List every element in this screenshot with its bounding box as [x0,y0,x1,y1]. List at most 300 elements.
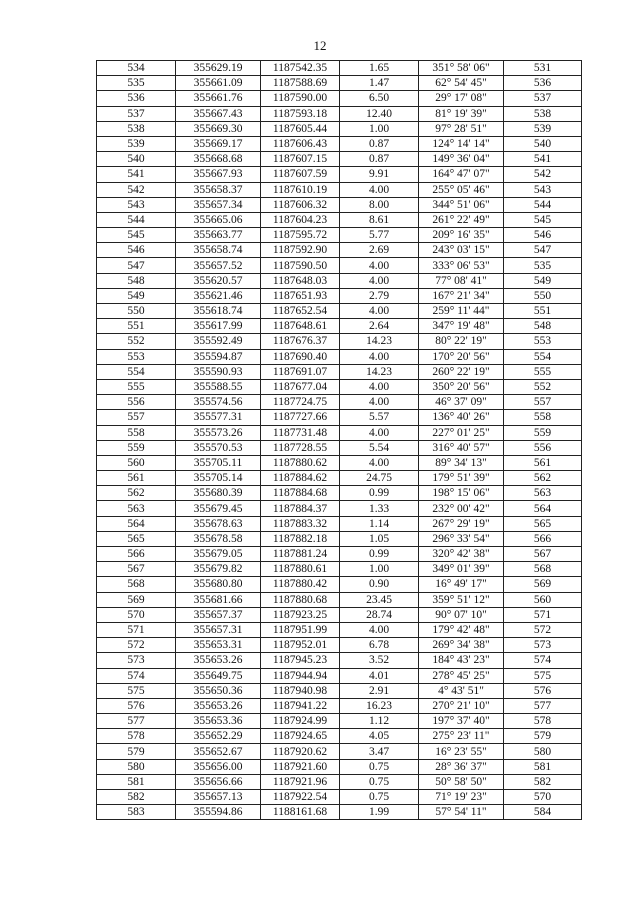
bearing-cell: 179° 42' 48" [419,622,504,637]
bearing-cell: 90° 07' 10" [419,607,504,622]
point-number-cell: 567 [97,562,176,577]
table-row [97,76,582,91]
point-number-cell: 569 [97,592,176,607]
point-number-cell: 554 [97,364,176,379]
y-coordinate-cell: 1187884.68 [261,486,340,501]
distance-cell: 4.01 [340,668,419,683]
y-coordinate-cell: 1187652.54 [261,304,340,319]
table-row [97,562,582,577]
y-coordinate-cell: 1187941.22 [261,698,340,713]
distance-cell: 8.61 [340,212,419,227]
next-point-cell: 559 [504,425,582,440]
next-point-cell: 572 [504,622,582,637]
distance-cell: 14.23 [340,334,419,349]
table-row [97,486,582,501]
bearing-cell: 16° 23' 55" [419,744,504,759]
bearing-cell: 197° 37' 40" [419,714,504,729]
next-point-cell: 566 [504,531,582,546]
x-coordinate-cell: 355594.86 [176,805,261,820]
table-row [97,774,582,789]
table-row [97,471,582,486]
distance-cell: 0.75 [340,759,419,774]
y-coordinate-cell: 1187921.96 [261,774,340,789]
distance-cell: 1.65 [340,61,419,76]
x-coordinate-cell: 355570.53 [176,440,261,455]
point-number-cell: 579 [97,744,176,759]
next-point-cell: 542 [504,167,582,182]
y-coordinate-cell: 1187648.03 [261,273,340,288]
point-number-cell: 572 [97,638,176,653]
table-row [97,531,582,546]
distance-cell: 8.00 [340,197,419,212]
y-coordinate-cell: 1187677.04 [261,379,340,394]
x-coordinate-cell: 355653.31 [176,638,261,653]
point-number-cell: 573 [97,653,176,668]
x-coordinate-cell: 355652.67 [176,744,261,759]
point-number-cell: 553 [97,349,176,364]
y-coordinate-cell: 1187881.24 [261,547,340,562]
y-coordinate-cell: 1187588.69 [261,76,340,91]
bearing-cell: 97° 28' 51" [419,121,504,136]
next-point-cell: 562 [504,471,582,486]
next-point-cell: 555 [504,364,582,379]
y-coordinate-cell: 1187884.62 [261,471,340,486]
distance-cell: 6.78 [340,638,419,653]
x-coordinate-cell: 355669.17 [176,136,261,151]
table-row [97,212,582,227]
x-coordinate-cell: 355594.87 [176,349,261,364]
y-coordinate-cell: 1187940.98 [261,683,340,698]
y-coordinate-cell: 1187922.54 [261,790,340,805]
next-point-cell: 568 [504,562,582,577]
y-coordinate-cell: 1187610.19 [261,182,340,197]
distance-cell: 24.75 [340,471,419,486]
y-coordinate-cell: 1187728.55 [261,440,340,455]
distance-cell: 0.75 [340,774,419,789]
x-coordinate-cell: 355629.19 [176,61,261,76]
next-point-cell: 546 [504,228,582,243]
x-coordinate-cell: 355681.66 [176,592,261,607]
y-coordinate-cell: 1187595.72 [261,228,340,243]
table-row [97,729,582,744]
point-number-cell: 574 [97,668,176,683]
distance-cell: 1.99 [340,805,419,820]
next-point-cell: 550 [504,288,582,303]
table-row [97,410,582,425]
y-coordinate-cell: 1187593.18 [261,106,340,121]
bearing-cell: 136° 40' 26" [419,410,504,425]
point-number-cell: 559 [97,440,176,455]
point-number-cell: 564 [97,516,176,531]
table-row [97,121,582,136]
y-coordinate-cell: 1187607.15 [261,152,340,167]
bearing-cell: 29° 17' 08" [419,91,504,106]
next-point-cell: 582 [504,774,582,789]
x-coordinate-cell: 355680.39 [176,486,261,501]
table-row [97,790,582,805]
point-number-cell: 534 [97,61,176,76]
bearing-cell: 259° 11' 44" [419,304,504,319]
bearing-cell: 81° 19' 39" [419,106,504,121]
next-point-cell: 535 [504,258,582,273]
point-number-cell: 543 [97,197,176,212]
next-point-cell: 564 [504,501,582,516]
table-row [97,592,582,607]
point-number-cell: 555 [97,379,176,394]
distance-cell: 1.00 [340,562,419,577]
next-point-cell: 580 [504,744,582,759]
x-coordinate-cell: 355678.58 [176,531,261,546]
table-row [97,638,582,653]
point-number-cell: 583 [97,805,176,820]
table-row [97,197,582,212]
x-coordinate-cell: 355657.31 [176,622,261,637]
x-coordinate-cell: 355577.31 [176,410,261,425]
x-coordinate-cell: 355661.09 [176,76,261,91]
bearing-cell: 243° 03' 15" [419,243,504,258]
table-row [97,61,582,76]
bearing-cell: 269° 34' 38" [419,638,504,653]
next-point-cell: 537 [504,91,582,106]
point-number-cell: 547 [97,258,176,273]
point-number-cell: 563 [97,501,176,516]
next-point-cell: 553 [504,334,582,349]
bearing-cell: 57° 54' 11" [419,805,504,820]
x-coordinate-cell: 355574.56 [176,395,261,410]
bearing-cell: 184° 43' 23" [419,653,504,668]
point-number-cell: 549 [97,288,176,303]
bearing-cell: 316° 40' 57" [419,440,504,455]
x-coordinate-cell: 355653.26 [176,698,261,713]
table-body [97,61,582,820]
distance-cell: 5.57 [340,410,419,425]
bearing-cell: 170° 20' 56" [419,349,504,364]
y-coordinate-cell: 1187590.00 [261,91,340,106]
bearing-cell: 80° 22' 19" [419,334,504,349]
next-point-cell: 548 [504,319,582,334]
point-number-cell: 545 [97,228,176,243]
distance-cell: 2.91 [340,683,419,698]
bearing-cell: 351° 58' 06" [419,61,504,76]
table-row [97,622,582,637]
next-point-cell: 565 [504,516,582,531]
distance-cell: 0.90 [340,577,419,592]
distance-cell: 1.33 [340,501,419,516]
bearing-cell: 320° 42' 38" [419,547,504,562]
next-point-cell: 538 [504,106,582,121]
distance-cell: 2.69 [340,243,419,258]
next-point-cell: 544 [504,197,582,212]
bearing-cell: 333° 06' 53" [419,258,504,273]
next-point-cell: 551 [504,304,582,319]
x-coordinate-cell: 355649.75 [176,668,261,683]
distance-cell: 4.00 [340,622,419,637]
table-row [97,653,582,668]
x-coordinate-cell: 355678.63 [176,516,261,531]
next-point-cell: 557 [504,395,582,410]
distance-cell: 4.00 [340,304,419,319]
point-number-cell: 550 [97,304,176,319]
table-row [97,304,582,319]
x-coordinate-cell: 355668.68 [176,152,261,167]
point-number-cell: 571 [97,622,176,637]
bearing-cell: 179° 51' 39" [419,471,504,486]
next-point-cell: 531 [504,61,582,76]
next-point-cell: 549 [504,273,582,288]
bearing-cell: 267° 29' 19" [419,516,504,531]
x-coordinate-cell: 355663.77 [176,228,261,243]
distance-cell: 9.91 [340,167,419,182]
table-row [97,258,582,273]
distance-cell: 23.45 [340,592,419,607]
bearing-cell: 255° 05' 46" [419,182,504,197]
y-coordinate-cell: 1187923.25 [261,607,340,622]
bearing-cell: 232° 00' 42" [419,501,504,516]
bearing-cell: 89° 34' 13" [419,455,504,470]
x-coordinate-cell: 355679.82 [176,562,261,577]
y-coordinate-cell: 1187651.93 [261,288,340,303]
x-coordinate-cell: 355679.45 [176,501,261,516]
y-coordinate-cell: 1188161.68 [261,805,340,820]
next-point-cell: 570 [504,790,582,805]
distance-cell: 14.23 [340,364,419,379]
point-number-cell: 538 [97,121,176,136]
bearing-cell: 62° 54' 45" [419,76,504,91]
point-number-cell: 535 [97,76,176,91]
bearing-cell: 275° 23' 11" [419,729,504,744]
y-coordinate-cell: 1187691.07 [261,364,340,379]
next-point-cell: 554 [504,349,582,364]
table-row [97,683,582,698]
point-number-cell: 580 [97,759,176,774]
point-number-cell: 575 [97,683,176,698]
table-row [97,395,582,410]
table-row [97,607,582,622]
bearing-cell: 50° 58' 50" [419,774,504,789]
x-coordinate-cell: 355669.30 [176,121,261,136]
y-coordinate-cell: 1187880.62 [261,455,340,470]
y-coordinate-cell: 1187920.62 [261,744,340,759]
distance-cell: 1.00 [340,121,419,136]
x-coordinate-cell: 355658.74 [176,243,261,258]
next-point-cell: 536 [504,76,582,91]
distance-cell: 4.05 [340,729,419,744]
y-coordinate-cell: 1187924.65 [261,729,340,744]
next-point-cell: 569 [504,577,582,592]
point-number-cell: 565 [97,531,176,546]
bearing-cell: 71° 19' 23" [419,790,504,805]
bearing-cell: 296° 33' 54" [419,531,504,546]
x-coordinate-cell: 355573.26 [176,425,261,440]
distance-cell: 2.79 [340,288,419,303]
table-row [97,547,582,562]
table-row [97,243,582,258]
bearing-cell: 261° 22' 49" [419,212,504,227]
x-coordinate-cell: 355661.76 [176,91,261,106]
distance-cell: 0.99 [340,486,419,501]
next-point-cell: 561 [504,455,582,470]
distance-cell: 3.52 [340,653,419,668]
y-coordinate-cell: 1187951.99 [261,622,340,637]
distance-cell: 0.75 [340,790,419,805]
bearing-cell: 4° 43' 51" [419,683,504,698]
next-point-cell: 579 [504,729,582,744]
x-coordinate-cell: 355657.52 [176,258,261,273]
table-row [97,577,582,592]
y-coordinate-cell: 1187724.75 [261,395,340,410]
point-number-cell: 544 [97,212,176,227]
table-row [97,379,582,394]
x-coordinate-cell: 355618.74 [176,304,261,319]
point-number-cell: 552 [97,334,176,349]
table-row [97,455,582,470]
bearing-cell: 167° 21' 34" [419,288,504,303]
table-row [97,668,582,683]
point-number-cell: 582 [97,790,176,805]
next-point-cell: 545 [504,212,582,227]
y-coordinate-cell: 1187592.90 [261,243,340,258]
bearing-cell: 149° 36' 04" [419,152,504,167]
point-number-cell: 576 [97,698,176,713]
table-row [97,106,582,121]
table-row [97,698,582,713]
distance-cell: 5.77 [340,228,419,243]
next-point-cell: 541 [504,152,582,167]
x-coordinate-cell: 355667.93 [176,167,261,182]
table-row [97,136,582,151]
x-coordinate-cell: 355620.57 [176,273,261,288]
next-point-cell: 584 [504,805,582,820]
bearing-cell: 350° 20' 56" [419,379,504,394]
x-coordinate-cell: 355705.11 [176,455,261,470]
point-number-cell: 558 [97,425,176,440]
bearing-cell: 209° 16' 35" [419,228,504,243]
x-coordinate-cell: 355679.05 [176,547,261,562]
x-coordinate-cell: 355657.34 [176,197,261,212]
point-number-cell: 561 [97,471,176,486]
point-number-cell: 556 [97,395,176,410]
y-coordinate-cell: 1187924.99 [261,714,340,729]
y-coordinate-cell: 1187607.59 [261,167,340,182]
x-coordinate-cell: 355667.43 [176,106,261,121]
table-row [97,425,582,440]
bearing-cell: 278° 45' 25" [419,668,504,683]
x-coordinate-cell: 355665.06 [176,212,261,227]
next-point-cell: 563 [504,486,582,501]
point-number-cell: 548 [97,273,176,288]
next-point-cell: 571 [504,607,582,622]
next-point-cell: 540 [504,136,582,151]
next-point-cell: 574 [504,653,582,668]
distance-cell: 5.54 [340,440,419,455]
y-coordinate-cell: 1187648.61 [261,319,340,334]
page-number: 12 [313,38,327,53]
point-number-cell: 542 [97,182,176,197]
point-number-cell: 551 [97,319,176,334]
y-coordinate-cell: 1187880.42 [261,577,340,592]
x-coordinate-cell: 355656.00 [176,759,261,774]
point-number-cell: 577 [97,714,176,729]
point-number-cell: 557 [97,410,176,425]
point-number-cell: 566 [97,547,176,562]
x-coordinate-cell: 355621.46 [176,288,261,303]
x-coordinate-cell: 355657.37 [176,607,261,622]
distance-cell: 4.00 [340,425,419,440]
point-number-cell: 570 [97,607,176,622]
distance-cell: 4.00 [340,379,419,394]
point-number-cell: 560 [97,455,176,470]
next-point-cell: 543 [504,182,582,197]
next-point-cell: 576 [504,683,582,698]
table-row [97,91,582,106]
y-coordinate-cell: 1187604.23 [261,212,340,227]
point-number-cell: 539 [97,136,176,151]
table-row [97,744,582,759]
distance-cell: 4.00 [340,273,419,288]
distance-cell: 6.50 [340,91,419,106]
x-coordinate-cell: 355705.14 [176,471,261,486]
y-coordinate-cell: 1187731.48 [261,425,340,440]
bearing-cell: 349° 01' 39" [419,562,504,577]
y-coordinate-cell: 1187880.61 [261,562,340,577]
x-coordinate-cell: 355590.93 [176,364,261,379]
distance-cell: 28.74 [340,607,419,622]
y-coordinate-cell: 1187921.60 [261,759,340,774]
x-coordinate-cell: 355592.49 [176,334,261,349]
y-coordinate-cell: 1187606.43 [261,136,340,151]
table-row [97,273,582,288]
next-point-cell: 547 [504,243,582,258]
x-coordinate-cell: 355588.55 [176,379,261,394]
y-coordinate-cell: 1187606.32 [261,197,340,212]
point-number-cell: 537 [97,106,176,121]
point-number-cell: 568 [97,577,176,592]
point-number-cell: 536 [97,91,176,106]
table-row [97,349,582,364]
distance-cell: 4.00 [340,349,419,364]
point-number-cell: 540 [97,152,176,167]
x-coordinate-cell: 355657.13 [176,790,261,805]
y-coordinate-cell: 1187605.44 [261,121,340,136]
point-number-cell: 578 [97,729,176,744]
next-point-cell: 560 [504,592,582,607]
table-row [97,334,582,349]
next-point-cell: 578 [504,714,582,729]
table-row [97,288,582,303]
next-point-cell: 558 [504,410,582,425]
table-row [97,228,582,243]
bearing-cell: 46° 37' 09" [419,395,504,410]
coordinates-table [96,60,582,820]
x-coordinate-cell: 355658.37 [176,182,261,197]
distance-cell: 1.05 [340,531,419,546]
distance-cell: 4.00 [340,395,419,410]
point-number-cell: 581 [97,774,176,789]
bearing-cell: 359° 51' 12" [419,592,504,607]
x-coordinate-cell: 355617.99 [176,319,261,334]
next-point-cell: 556 [504,440,582,455]
point-number-cell: 546 [97,243,176,258]
y-coordinate-cell: 1187952.01 [261,638,340,653]
next-point-cell: 567 [504,547,582,562]
distance-cell: 4.00 [340,258,419,273]
table-row [97,714,582,729]
distance-cell: 4.00 [340,455,419,470]
table-row [97,516,582,531]
x-coordinate-cell: 355656.66 [176,774,261,789]
x-coordinate-cell: 355652.29 [176,729,261,744]
y-coordinate-cell: 1187880.68 [261,592,340,607]
